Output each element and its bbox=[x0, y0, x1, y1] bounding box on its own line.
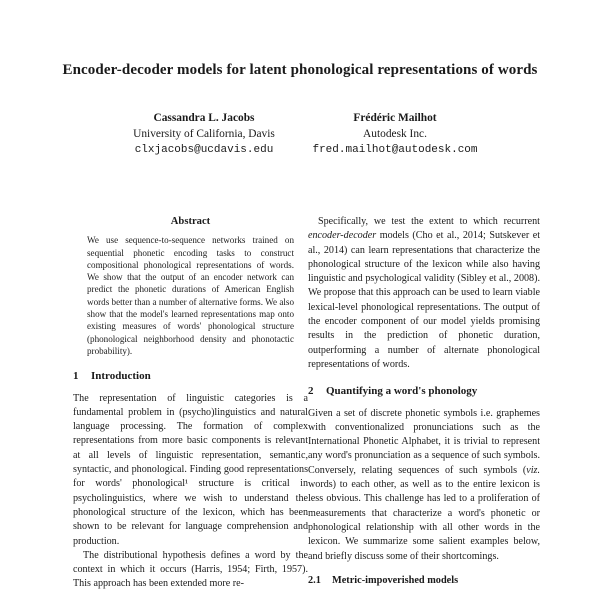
author-email: fred.mailhot@autodesk.com bbox=[312, 144, 478, 156]
left-column bbox=[73, 215, 308, 592]
author-name: Frédéric Mailhot bbox=[353, 112, 437, 124]
section-title: Introduction bbox=[91, 370, 151, 383]
paper-title: Encoder-decoder models for latent phonological representations of words bbox=[62, 62, 538, 78]
abstract-text: We use sequence-to-sequence networks trained on sequential phonetic encoding tasks to construct compositional phonological representations of words. We show that the output of an encoder network can predict the phonetic durations of American English words better than a number of alternative forms. We also show that the model's learned representations map onto existing measures of words' phonological structure (phonological neighborhood density and phonotactic probability). bbox=[87, 235, 294, 356]
intro-paragraph-2: The distributional hypothesis defines a word by the context in which it occurs (Harris, 1954; Firth, 1957). This approach has been extended more re- bbox=[73, 549, 308, 590]
author-affiliation: Autodesk Inc. bbox=[363, 128, 427, 140]
section-title: Quantifying a word's phonology bbox=[326, 385, 478, 398]
section-2-paragraph: Given a set of discrete phonetic symbols i.e. graphemes with conventionalized pronunciations such as the International Phonetic Alphabet, it is trivial to represent any word's pronunciation as a sequence of such symbols. Conversely, relating sequences of such symbols (viz. words) to each other, as well as to the entire lexicon is less obvious. This challenge has led to a proliferation of measurements that characterize a word's phonetic or phonological relationship with all other words in the lexicon. We summarize some salient examples below, and briefly discuss some of their shortcomings. bbox=[308, 407, 540, 562]
section-number: 2 bbox=[308, 385, 314, 398]
right-column bbox=[308, 215, 540, 588]
author-name: Cassandra L. Jacobs bbox=[153, 112, 255, 124]
section-number: 1 bbox=[73, 370, 79, 383]
subsection-number: 2.1 bbox=[308, 574, 321, 586]
intro-continuation-paragraph: Specifically, we test the extent to which recurrent encoder-decoder models (Cho et al., 2014; Sutskever et al., 2014) can learn representations that characterize the phonological structure of the lexicon while also having linguistic and psychological validity (Sibley et al., 2008). We propose that this approach can be used to learn viable lexical-level phonological representations. The output of the encoder component of our model yields promising results in the prediction of phonetic duration, outperforming a number of alternate phonological representations of words. bbox=[308, 216, 541, 370]
section-1-heading bbox=[73, 369, 308, 383]
emphasis: encoder-decoder bbox=[308, 230, 377, 242]
subsection-heading bbox=[308, 574, 540, 588]
section-2-heading bbox=[308, 384, 540, 398]
author-block-1 bbox=[94, 110, 314, 158]
abstract-heading: Abstract bbox=[170, 216, 211, 227]
author-affiliation: University of California, Davis bbox=[133, 128, 275, 140]
emphasis: viz. bbox=[526, 464, 540, 476]
intro-paragraph-1: The representation of linguistic categories is a fundamental problem in (psycho)linguistics and natural language processing. The formation of complex representations from more basic components is relevant at all levels of linguistic representation, semantic, syntactic, and phonological. Finding good representations for words' phonological¹ structure is critical in psycholinguistics, where we wish to understand the phonological structure of the lexicon, which has been shown to be relevant for language comprehension and production. bbox=[73, 392, 308, 547]
author-block-2 bbox=[285, 110, 505, 158]
subsection-title: Metric-impoverished models bbox=[332, 574, 459, 586]
author-email: clxjacobs@ucdavis.edu bbox=[134, 144, 274, 156]
